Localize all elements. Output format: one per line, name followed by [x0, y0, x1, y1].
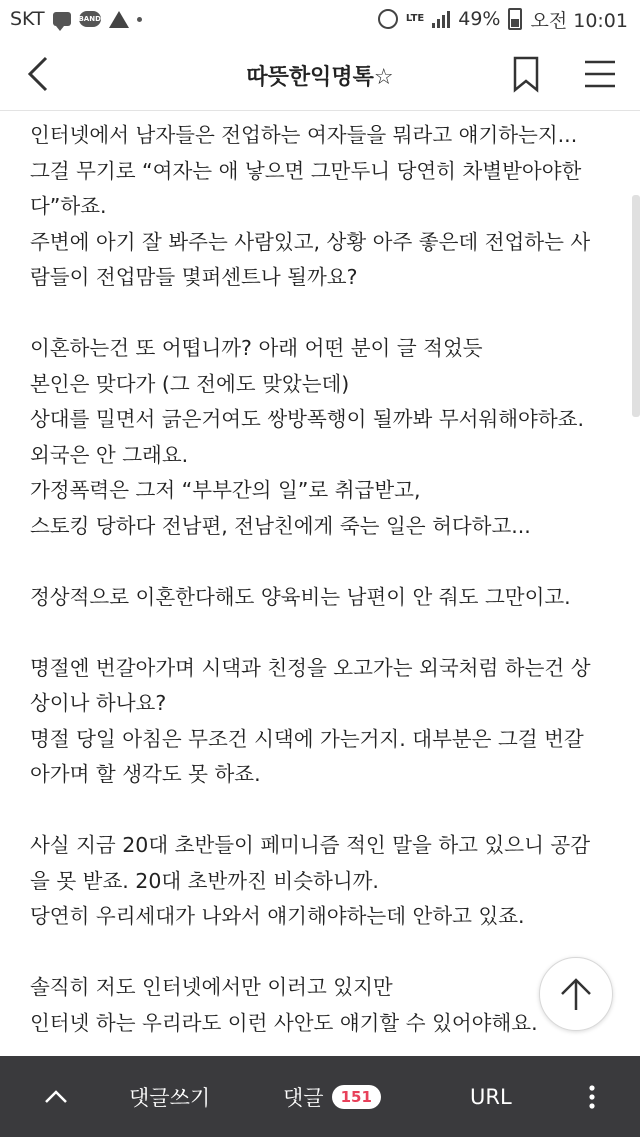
post-line: 인터넷에서 남자들은 전업하는 여자들을 뭐라고 얘기하는지... [30, 123, 578, 147]
comments-label: 댓글 [283, 1085, 324, 1110]
post-line: 가정폭력은 그저 “부부간의 일”로 취급받고, [30, 478, 421, 502]
chat-notification-icon [53, 12, 71, 26]
post-line: 다”하죠. [30, 194, 107, 218]
post-line: 상대를 밀면서 긁은거여도 쌍방폭행이 될까봐 무서워해야하죠. [30, 407, 584, 431]
paragraph-gap [30, 615, 615, 651]
paragraph-gap [30, 793, 615, 829]
paragraph-gap [30, 296, 615, 332]
post-line: 아가며 할 생각도 못 하죠. [30, 762, 261, 786]
bottom-action-bar [0, 1056, 640, 1137]
post-line: 솔직히 저도 인터넷에서만 이러고 있지만 [30, 975, 393, 999]
chevron-up-icon [40, 1081, 72, 1113]
post-line: 외국은 안 그래요. [30, 442, 189, 467]
scrollbar[interactable] [632, 195, 640, 417]
url-label: URL [470, 1084, 512, 1109]
paragraph-gap [30, 544, 615, 580]
post-line: 사실 지금 20대 초반들이 페미니즘 적인 말을 하고 있으니 공감 [30, 833, 591, 857]
post-line: 람들이 전업맘들 몇퍼센트나 될까요? [30, 265, 358, 289]
post-line: 스토킹 당하다 전남편, 전남친에게 죽는 일은 허다하고... [30, 513, 531, 538]
post-body [30, 118, 615, 1041]
lte-icon: LTE [405, 13, 425, 24]
comment-count-badge: 151 [332, 1085, 381, 1109]
post-line: 인터넷 하는 우리라도 이런 사안도 얘기할 수 있어야해요. [30, 1010, 538, 1035]
bookmark-icon [508, 54, 544, 94]
clock: 오전 10:01 [530, 9, 628, 32]
battery-percent: 49% [458, 8, 501, 30]
vertical-dots-icon [580, 1081, 604, 1113]
alarm-icon [378, 9, 398, 29]
carrier-label: SKT [10, 8, 45, 30]
scroll-to-top-button[interactable] [539, 957, 613, 1031]
app-header [0, 38, 640, 111]
more-options-button[interactable] [580, 1056, 604, 1137]
notification-dot-icon [137, 17, 142, 22]
post-line: 이혼하는건 또 어떱니까? 아래 어떤 분이 글 적었듯 [30, 336, 483, 360]
warning-icon [109, 11, 129, 28]
bookmark-button[interactable] [508, 54, 544, 94]
url-button[interactable] [470, 1056, 512, 1137]
post-line: 당연히 우리세대가 나와서 얘기해야하는데 안하고 있죠. [30, 904, 525, 928]
post-line: 본인은 맞다가 (그 전에도 맞았는데) [30, 371, 350, 396]
band-app-icon: BAND [79, 11, 101, 27]
write-comment-button[interactable] [129, 1056, 210, 1137]
post-line: 그걸 무기로 “여자는 애 낳으면 그만두니 당연히 차별받아야한 [30, 158, 582, 183]
arrow-up-icon [556, 974, 596, 1014]
write-comment-label: 댓글쓰기 [129, 1085, 211, 1110]
signal-strength-icon [432, 10, 450, 28]
collapse-button[interactable] [40, 1056, 72, 1137]
post-line: 명절엔 번갈아가며 시댁과 친정을 오고가는 외국처럼 하는건 상 [30, 655, 591, 680]
post-line: 상이나 하나요? [30, 691, 167, 715]
post-line: 주변에 아기 잘 봐주는 사람있고, 상황 아주 좋은데 전업하는 사 [30, 229, 591, 254]
post-line: 을 못 받죠. 20대 초반까진 비슷하니까. [30, 868, 379, 893]
page-title: 따뜻한익명톡☆ [246, 65, 394, 90]
comments-button[interactable] [283, 1056, 381, 1137]
battery-icon [508, 8, 522, 30]
hamburger-menu-icon [582, 56, 618, 92]
paragraph-gap [30, 935, 615, 971]
menu-button[interactable] [582, 56, 618, 92]
post-line: 명절 당일 아침은 무조건 시댁에 가는거지. 대부분은 그걸 번갈 [30, 726, 584, 751]
status-bar [0, 0, 640, 38]
post-line: 정상적으로 이혼한다해도 양육비는 남편이 안 줘도 그만이고. [30, 584, 571, 609]
